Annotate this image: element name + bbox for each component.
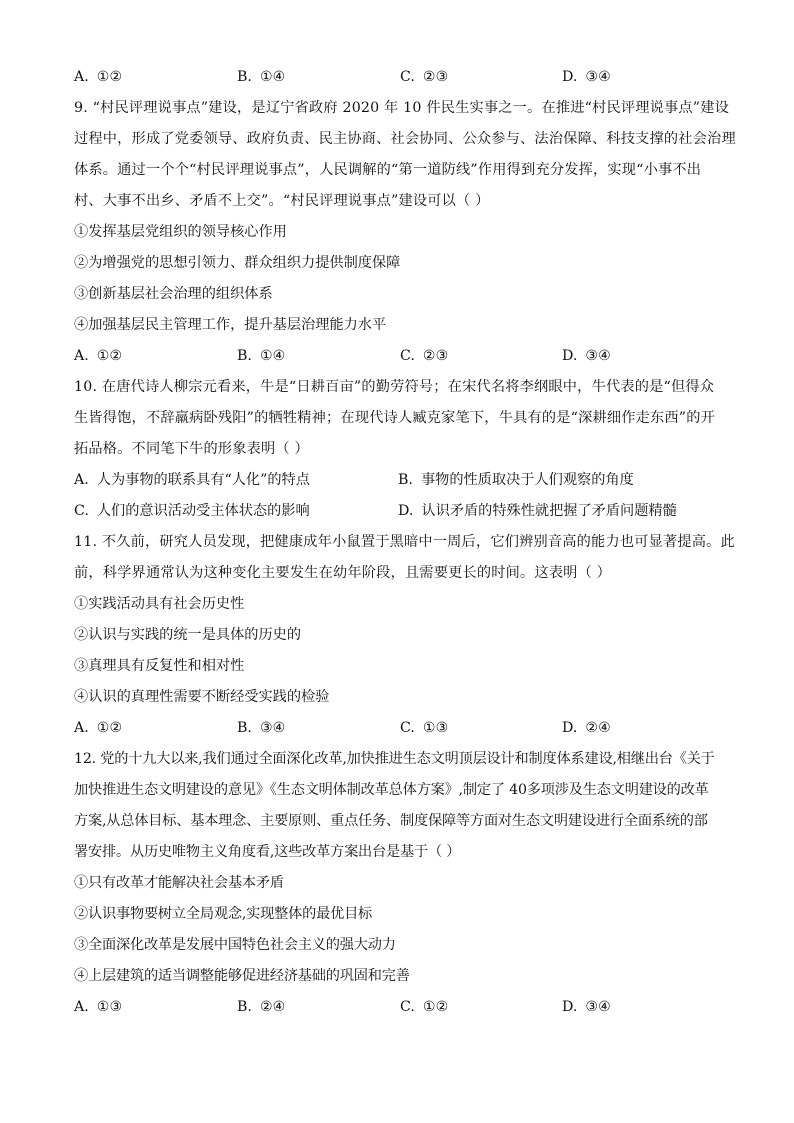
stem-line: 署安排。从历史唯物主义角度看,这些改革方案出台是基于（ ）: [74, 844, 461, 860]
option-key: C.: [400, 348, 415, 364]
option-key: A.: [74, 999, 89, 1015]
question-10: [74, 372, 722, 527]
option-key: D.: [562, 348, 578, 364]
q11-option-c[interactable]: [400, 713, 562, 744]
option-text: ③④: [585, 69, 611, 85]
option-key: C.: [400, 720, 415, 736]
option-key: D.: [562, 720, 578, 736]
option-text: 人为事物的联系具有“人化”的特点: [96, 472, 310, 488]
q11-item-2: ②认识与实践的统一是具体的历史的: [74, 627, 302, 643]
option-text: ③④: [585, 999, 611, 1015]
q11-stem: [74, 527, 735, 589]
q9-item-2: ②为增强党的思想引领力、群众组织力提供制度保障: [74, 255, 401, 271]
option-text: ①②: [422, 999, 449, 1015]
option-key: B.: [398, 472, 413, 488]
option-key: C.: [400, 69, 415, 85]
q11-option-b[interactable]: [237, 713, 400, 744]
q11-item-4: ④认识的真理性需要不断经受实践的检验: [74, 689, 330, 705]
q12-item-4: ④上层建筑的适当调整能够促进经济基础的巩固和完善: [74, 968, 410, 984]
option-text: 人们的意识活动受主体状态的影响: [96, 503, 310, 519]
q9-option-a[interactable]: [74, 341, 237, 372]
stem-line: 加快推进生态文明建设的意见》《生态文明体制改革总体方案》,制定了 40多项涉及生态文明建设的改革: [74, 782, 709, 798]
option-key: A.: [74, 472, 89, 488]
option-key: D.: [562, 69, 578, 85]
q11-options: [74, 713, 722, 744]
option-text: ①②: [96, 69, 123, 85]
option-key: B.: [237, 348, 252, 364]
q8-option-b[interactable]: [237, 62, 400, 93]
stem-line: 12. 党的十九大以来,我们通过全面深化改革,加快推进生态文明顶层设计和制度体系建设,相继出台《关于: [74, 751, 715, 767]
q8-option-a[interactable]: [74, 62, 237, 93]
option-key: D.: [562, 999, 578, 1015]
option-text: ①③: [422, 720, 449, 736]
option-key: C.: [74, 503, 89, 519]
option-key: A.: [74, 720, 89, 736]
q11-item-1: ①实践活动具有社会历史性: [74, 596, 245, 612]
q9-option-d[interactable]: [562, 341, 722, 372]
option-key: A.: [74, 348, 89, 364]
q10-option-b[interactable]: [398, 465, 722, 496]
q9-option-b[interactable]: [237, 341, 400, 372]
option-text: ①②: [96, 720, 123, 736]
option-text: ①④: [259, 348, 286, 364]
q9-option-c[interactable]: [400, 341, 562, 372]
q9-options: [74, 341, 722, 372]
question-9: [74, 93, 736, 372]
stem-line: 拓品格。不同笔下牛的形象表明（ ）: [74, 441, 309, 457]
stem-line: 过程中，形成了党委领导、政府负责、民主协商、社会协同、公众参与、法治保障、科技支撑的社会治理: [74, 131, 736, 147]
stem-line: 体系。通过一个个“村民评理说事点”，人民调解的“第一道防线”作用得到充分发挥，实现“小事不出: [74, 162, 702, 178]
option-text: ①④: [259, 69, 286, 85]
q12-option-a[interactable]: [74, 992, 237, 1023]
q10-options: [74, 465, 722, 527]
option-text: ②④: [585, 720, 611, 736]
q10-stem: [74, 372, 722, 465]
stem-line: 村、大事不出乡、矛盾不上交”。“村民评理说事点”建设可以（ ）: [74, 193, 490, 209]
q12-option-d[interactable]: [562, 992, 722, 1023]
option-text: ③④: [585, 348, 611, 364]
stem-line: 前，科学界通常认为这种变化主要发生在幼年阶段，且需要更长的时间。这表明（ ）: [74, 565, 612, 581]
stem-line: 方案,从总体目标、基本理念、主要原则、重点任务、制度保障等方面对生态文明建设进行全面系统的部: [74, 813, 708, 829]
option-text: ①③: [96, 999, 123, 1015]
q12-item-1: ①只有改革才能解决社会基本矛盾: [74, 875, 284, 891]
q12-stem: [74, 744, 722, 868]
q11-option-d[interactable]: [562, 713, 722, 744]
option-key: B.: [237, 720, 252, 736]
stem-line: 生皆得饱，不辞羸病卧残阳”的牺牲精神；在现代诗人臧克家笔下，牛具有的是“深耕细作走东西”的开: [74, 410, 716, 426]
question-12: [74, 744, 722, 1023]
q9-stem: [74, 93, 736, 217]
q10-option-c[interactable]: [74, 496, 398, 527]
q9-item-1: ①发挥基层党组织的领导核心作用: [74, 224, 287, 240]
option-text: 认识矛盾的特殊性就把握了矛盾问题精髓: [421, 503, 677, 519]
q8-option-d[interactable]: [562, 62, 722, 93]
q9-item-4: ④加强基层民主管理工作，提升基层治理能力水平: [74, 317, 387, 333]
stem-line: 10. 在唐代诗人柳宗元看来，牛是“日耕百亩”的勤劳符号；在宋代名将李纲眼中，牛代表的是“但得众: [74, 379, 715, 395]
q12-item-3: ③全面深化改革是发展中国特色社会主义的强大动力: [74, 937, 396, 953]
option-key: B.: [237, 69, 252, 85]
exam-page: [74, 62, 736, 1023]
q10-option-a[interactable]: [74, 465, 398, 496]
option-key: C.: [400, 999, 415, 1015]
q12-item-2: ②认识事物要树立全局观念,实现整体的最优目标: [74, 906, 373, 922]
option-key: D.: [398, 503, 414, 519]
question-11: [74, 527, 735, 744]
option-key: A.: [74, 69, 89, 85]
option-text: ③④: [259, 720, 286, 736]
q12-option-b[interactable]: [237, 992, 400, 1023]
option-text: ①②: [96, 348, 123, 364]
option-key: B.: [237, 999, 252, 1015]
q11-option-a[interactable]: [74, 713, 237, 744]
q11-item-3: ③真理具有反复性和相对性: [74, 658, 245, 674]
q8-option-c[interactable]: [400, 62, 562, 93]
q10-option-d[interactable]: [398, 496, 722, 527]
q12-option-c[interactable]: [400, 992, 562, 1023]
option-text: ②③: [422, 348, 449, 364]
option-text: ②④: [259, 999, 286, 1015]
option-text: ②③: [422, 69, 449, 85]
stem-line: 11. 不久前，研究人员发现，把健康成年小鼠置于黑暗中一周后，它们辨别音高的能力也可显著提高。此: [74, 534, 735, 550]
stem-line: 9. “村民评理说事点”建设，是辽宁省政府 2020 年 10 件民生实事之一。在推进“村民评理说事点”建设: [74, 100, 729, 116]
q9-item-3: ③创新基层社会治理的组织体系: [74, 286, 273, 302]
q12-options: [74, 992, 722, 1023]
option-text: 事物的性质取决于人们观察的角度: [420, 472, 634, 488]
q8-options: [74, 62, 722, 93]
